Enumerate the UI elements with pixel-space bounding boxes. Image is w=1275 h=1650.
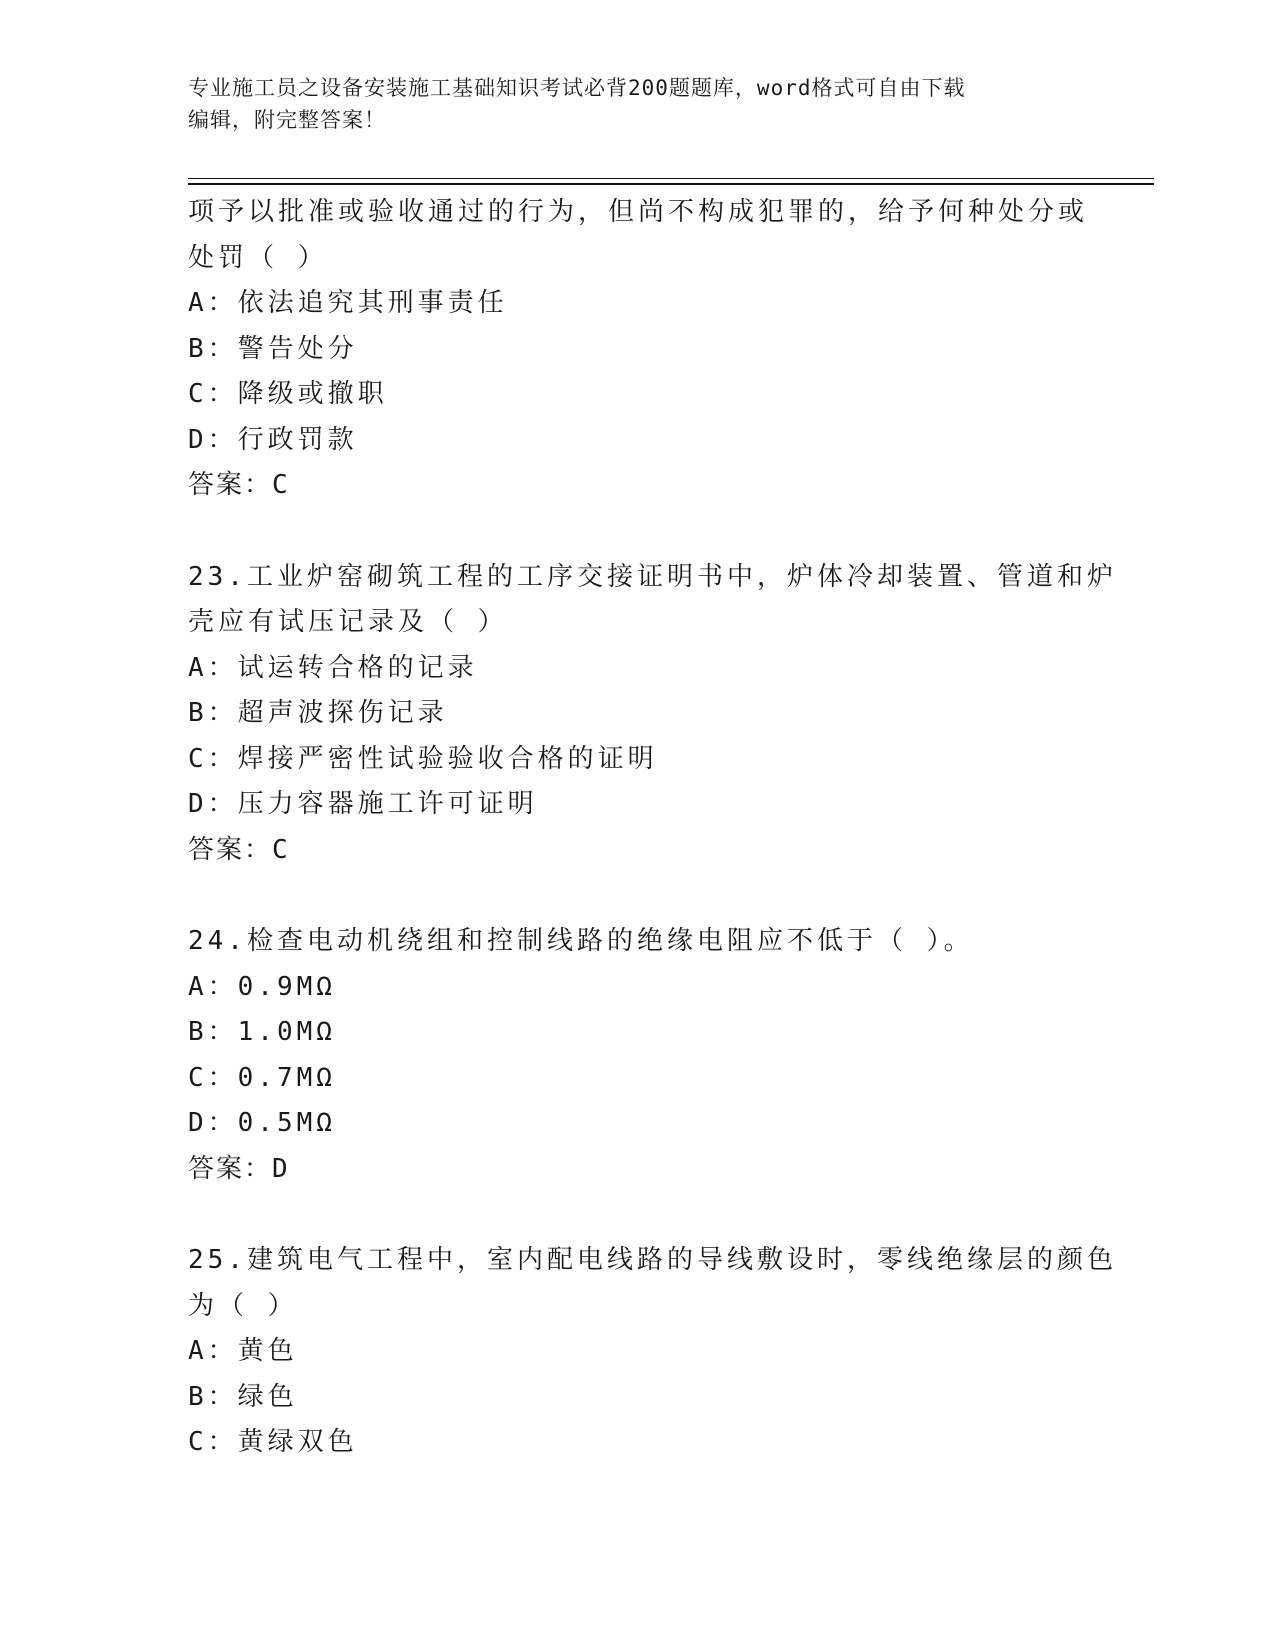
- option-a: A：试运转合格的记录: [188, 652, 478, 683]
- question-stem-line: 处罚（ ）: [188, 242, 328, 273]
- option-a: A：黄色: [188, 1336, 298, 1366]
- header-divider-thick: [188, 183, 1154, 185]
- question-stem-line: 项予以批准或验收通过的行为，但尚不构成犯罪的，给予何种处分或: [188, 197, 1089, 227]
- option-b: B：超声波探伤记录: [188, 698, 448, 728]
- header-title-line-1: 专业施工员之设备安装施工基础知识考试必背200题题库，word格式可自由下载: [188, 76, 966, 100]
- option-c: C：焊接严密性试验验收合格的证明: [188, 743, 658, 774]
- question-24: [188, 919, 1088, 1192]
- header-title-line-2: 编辑，附完整答案！: [188, 108, 386, 132]
- question-25: [188, 1238, 1117, 1466]
- option-c: C：0.7MΩ: [188, 1062, 336, 1093]
- option-a: A：依法追究其刑事责任: [188, 288, 508, 318]
- option-d: D：行政罚款: [188, 424, 358, 455]
- option-d: D：压力容器施工许可证明: [188, 789, 538, 819]
- question-spacer: [188, 1192, 1088, 1238]
- question-stem-line: 壳应有试压记录及（ ）: [188, 607, 508, 637]
- question-stem-line: 25.建筑电气工程中，室内配电线路的导线敷设时，零线绝缘层的颜色: [188, 1245, 1117, 1275]
- question-23: [188, 555, 1117, 874]
- option-b: B：警告处分: [188, 333, 358, 364]
- option-c: C：黄绿双色: [188, 1427, 358, 1457]
- document-header: [188, 72, 1088, 136]
- question-stem-line: 23.工业炉窑砌筑工程的工序交接证明书中，炉体冷却装置、管道和炉: [188, 561, 1117, 592]
- option-d: D：0.5MΩ: [188, 1108, 336, 1138]
- header-divider-thin: [188, 178, 1154, 179]
- answer-line: 答案：C: [188, 834, 290, 865]
- option-b: B：绿色: [188, 1381, 298, 1412]
- answer-line: 答案：D: [188, 1153, 290, 1184]
- question-stem-line: 为（ ）: [188, 1290, 298, 1321]
- question-stem-line: 24.检查电动机绕组和控制线路的绝缘电阻应不低于（ ）。: [188, 926, 974, 956]
- question-list: [188, 190, 1117, 1466]
- question-spacer: [188, 509, 1088, 555]
- answer-line: 答案：C: [188, 470, 290, 500]
- option-a: A：0.9MΩ: [188, 971, 336, 1002]
- option-b: B：1.0MΩ: [188, 1017, 336, 1047]
- question-22: [188, 190, 1088, 509]
- question-spacer: [188, 873, 1088, 919]
- option-c: C：降级或撤职: [188, 379, 388, 409]
